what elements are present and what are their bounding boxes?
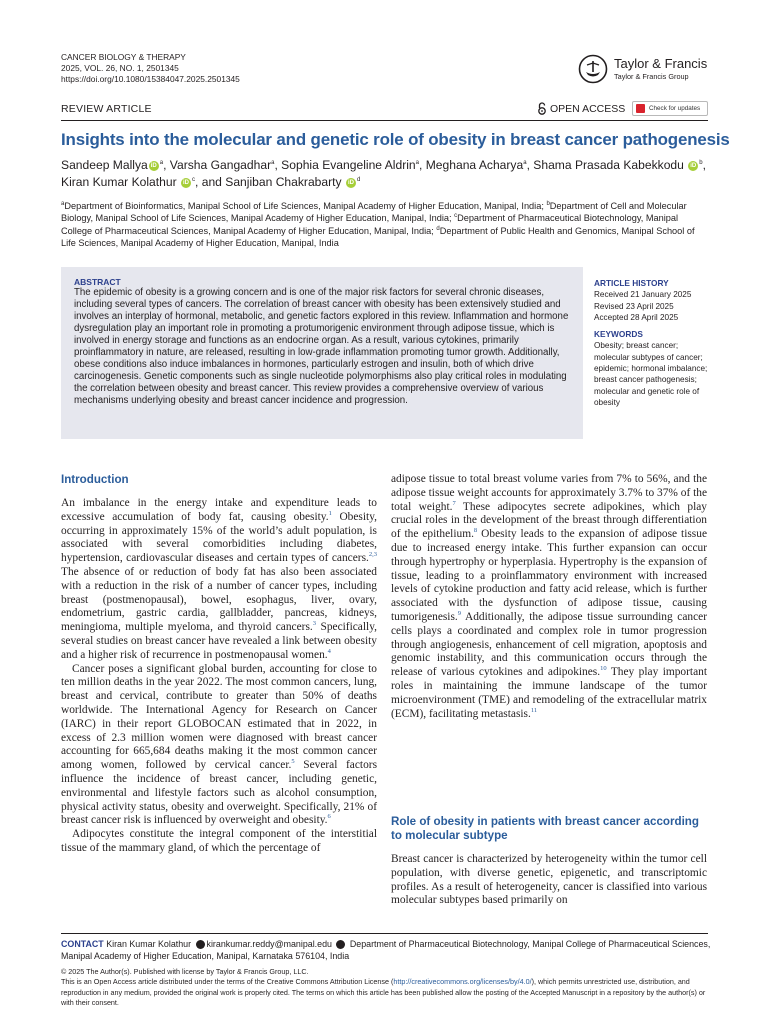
publisher-name: Taylor & Francis xyxy=(614,56,708,71)
contact-name: Kiran Kumar Kolathur xyxy=(103,939,194,949)
right-column xyxy=(391,473,707,721)
affiliation-mark: c xyxy=(454,213,458,220)
journal-name: CANCER BIOLOGY & THERAPY xyxy=(61,52,186,62)
history-heading: ARTICLE HISTORY xyxy=(594,278,669,288)
contact-email[interactable]: kirankumar.reddy@manipal.edu xyxy=(206,939,332,949)
email-icon xyxy=(196,940,205,949)
citation-link[interactable]: 3 xyxy=(312,620,316,628)
author-name[interactable]: , Varsha Gangadhar xyxy=(163,158,272,172)
author-affiliation-mark: b xyxy=(699,159,703,166)
text: adipose tissue to total breast volume varies from 7% to 56%, and the adipose tissue weight accounts for approximately 3.7% to 37% of the total weight. xyxy=(391,473,708,513)
revised-date: Revised 23 April 2025 xyxy=(594,301,674,311)
right-column-lower xyxy=(391,853,707,908)
doi-link[interactable]: https://doi.org/10.1080/15384047.2025.2501345 xyxy=(61,74,240,84)
check-updates-label: Check for updates xyxy=(649,105,701,112)
abstract-heading: ABSTRACT xyxy=(74,277,121,287)
citation-link[interactable]: 9 xyxy=(457,610,462,618)
text: Specifically, several studies on breast cancer have revealed a link between obesity and a higher risk of recurrence in postmenopausal women. xyxy=(61,621,377,661)
footer-divider xyxy=(61,933,708,934)
paragraph: Breast cancer is characterized by heterogeneity within the tumor cell population, with diverse genetic, epigenetic, and transcriptomic profiles. As a result of heterogeneity, cancer is classified into various molecular subtypes based primarily on xyxy=(391,853,707,907)
journal-volume: 2025, VOL. 26, NO. 1, 2501345 xyxy=(61,63,179,73)
left-column xyxy=(61,497,377,856)
author-affiliation-mark: a xyxy=(523,159,527,166)
citation-link[interactable]: 5 xyxy=(291,758,295,766)
author-name[interactable]: , Sophia Evangeline Aldrin xyxy=(274,158,416,172)
text: This is an Open Access article distributed under the terms of the Creative Commons Attribution License ( xyxy=(61,977,394,987)
article-history xyxy=(594,278,714,408)
introduction-heading: Introduction xyxy=(61,473,129,486)
license-info xyxy=(61,967,711,1008)
affiliation-mark: b xyxy=(546,200,550,207)
author-affiliation-mark: a xyxy=(159,159,164,166)
affiliation-d: Department of Public Health and Genomics, Manipal School of Life Sciences, Manipal Academy of Higher Education, Manipal, India xyxy=(61,225,695,249)
paragraph xyxy=(61,497,377,663)
text: The absence of or reduction of body fat has also been associated with a reduction in the risk of a number of cancer types, including breast (postmenopausal), bowel, esophagus, liver, ovary, endometrium, gastric cardia, gallbladder, pancreas, kidneys, meningioma, multiple myeloma, and thyroid cancers. xyxy=(61,565,377,634)
contact-label: CONTACT xyxy=(61,939,104,949)
contact-address: Department of Pharmaceutical Biotechnology, Manipal College of Pharmaceutical Sciences, Manipal Academy of Higher Education, Manipal, Karnataka 576104, India xyxy=(61,939,711,961)
author-affiliation-mark: d xyxy=(356,176,361,183)
abstract-box xyxy=(61,267,583,439)
author-name[interactable]: , and Sanjiban Chakrabarty xyxy=(195,175,342,189)
author-name[interactable]: , Meghana Acharya xyxy=(419,158,524,172)
text: An imbalance in the energy intake and expenditure leads to excessive accumulation of body fat, causing obesity. xyxy=(61,497,377,523)
abstract-text: The epidemic of obesity is a growing concern and is one of the major risk factors for several chronic diseases, including several types of cancers. The correlation of breast cancer with obesity has been extensively studied and involves an interplay of hormonal, metabolic, and genetic factors explored in this review. Inflammation and hormone dysregulation play an important role in promoting a protumorigenic environment through adipose tissue, which is involved in energy storage and functions as an endocrine organ. As a result, various cytokines, primarily proinflammatory in nature, are released, resulting in low-grade inflammation promoting tumor growth. Additionally, obese conditions also induce imbalances in hormones, particularly estrogen and insulin, both of which drive carcinogenesis. Genetic components such as single nucleotide polymorphisms also play critical roles in modulating the correlation between obesity and breast cancer. This review provides a comprehensive overview of various mechanisms underlying obesity and breast cancer incidence and progression. xyxy=(74,287,569,406)
citation-link[interactable]: 1 xyxy=(328,510,332,517)
author-affiliation-mark: c xyxy=(192,176,195,183)
affiliation-mark: a xyxy=(61,200,65,207)
address-icon xyxy=(336,940,345,949)
citation-link[interactable]: 11 xyxy=(530,706,538,714)
author-name[interactable]: , Kiran Kumar Kolathur xyxy=(61,158,706,189)
text: Additionally, the adipose tissue surrounding cancer cells plays a coordinated and complex role in tumor progression through angiogenesis, enhancement of cell migration, apoptosis and genomic instability, and this communication occurs through the release of various cytokines and adipokines. xyxy=(391,610,707,679)
crossmark-icon xyxy=(636,104,645,113)
text: Obesity leads to the expansion of adipose tissue due to increased energy intake. This further expansion can occur through hypertrophy or hyperplasia. Hypertrophy is the expansion of tissue, leading to a proinflammatory environment with increased levels of cytokine production and fatty acid release, which is further associated with the dysfunction of adipose tissue, causing tumorigenesis. xyxy=(391,528,707,623)
citation-link[interactable]: 6 xyxy=(327,813,331,821)
affiliations xyxy=(61,200,711,250)
text: ), which permits unrestricted use, distribution, and reproduction in any medium, provided the original work is properly cited. The terms on which this article has been published allow the posting of the Accepted Manuscript in a repository by the author(s) or with their consent. xyxy=(61,977,706,1007)
affiliation-mark: d xyxy=(436,225,440,232)
author-list xyxy=(61,157,721,191)
author-name[interactable]: , Shama Prasada Kabekkodu xyxy=(526,158,684,172)
text: Cancer poses a significant global burden, accounting for close to ten million deaths in the year 2022. The most common cancers, lung, breast and cervical, contribute to greater than 50% of deaths worldwide. The International Agency for Research on Cancer (IARC) in their report GLOBOCAN estimated that in 2022, in excess of 2.3 million women were diagnosed with breast cancer accounting for 665,684 deaths making it the most common cancer among women, followed by cervical cancer. xyxy=(61,662,377,772)
affiliation-b: Department of Cell and Molecular Biology, Manipal School of Life Sciences, Manipal Academy of Higher Education, Manipal, India; xyxy=(61,201,687,224)
paragraph xyxy=(391,473,707,721)
contact-info xyxy=(61,938,711,962)
citation-link[interactable]: 2,3 xyxy=(368,551,377,559)
received-date: Received 21 January 2025 xyxy=(594,290,692,300)
paragraph xyxy=(61,828,377,856)
orcid-icon[interactable]: iD xyxy=(690,162,697,169)
license-text xyxy=(61,977,711,1008)
check-updates-button[interactable] xyxy=(632,101,708,116)
section-heading: Role of obesity in patients with breast cancer according to molecular subtype xyxy=(391,815,699,842)
license-link[interactable]: http://creativecommons.org/licenses/by/4.0/ xyxy=(393,977,532,987)
copyright: © 2025 The Author(s). Published with license by Taylor & Francis Group, LLC. xyxy=(61,967,309,976)
paragraph xyxy=(61,663,377,829)
keywords-heading: KEYWORDS xyxy=(594,329,643,340)
citation-link[interactable]: 8 xyxy=(473,527,478,535)
publisher-emblem-icon xyxy=(578,54,608,84)
orcid-icon[interactable]: iD xyxy=(347,179,354,186)
open-lock-icon xyxy=(537,102,547,115)
text: Adipocytes constitute the integral component of the interstitial tissue of the mammary gland, of which the percentage of xyxy=(61,828,377,854)
citation-link[interactable]: 10 xyxy=(600,665,607,673)
affiliation-a: Department of Bioinformatics, Manipal School of Life Sciences, Manipal Academy of Higher Education, Manipal, India; xyxy=(64,201,547,211)
author-affiliation-mark: a xyxy=(415,159,419,166)
article-type: REVIEW ARTICLE xyxy=(61,103,152,115)
author-affiliation-mark: a xyxy=(271,159,275,166)
text: Obesity, occurring in approximately 15% of the world’s adult population, is associated with several comorbidities including diabetes, hypertension, cardiovascular diseases and certain types of cancers. xyxy=(61,510,377,565)
header-divider xyxy=(61,120,708,121)
journal-info xyxy=(61,52,240,85)
text: These adipocytes secrete adipokines, which play crucial roles in the development of the breast through differentiation of the epithelium. xyxy=(391,500,707,541)
publisher-logo[interactable] xyxy=(578,52,718,86)
publisher-group: Taylor & Francis Group xyxy=(614,72,689,81)
text: Several factors influence the incidence of breast cancer, including genetic, environmental and lifestyle factors such as alcohol consumption, physical activity status, obesity and overweight. Specifically, 21% of breast cancer risk is influenced by overweight and obesity. xyxy=(61,759,377,827)
open-access-badge xyxy=(537,102,625,115)
open-access-label: OPEN ACCESS xyxy=(550,102,626,115)
author-name[interactable]: Sandeep Mallya xyxy=(61,158,148,172)
article-title: Insights into the molecular and genetic role of obesity in breast cancer pathogenesis xyxy=(61,130,730,149)
citation-link[interactable]: 4 xyxy=(327,647,331,655)
citation-link[interactable]: 7 xyxy=(452,499,456,507)
affiliation-c: Department of Pharmaceutical Biotechnology, Manipal College of Pharmaceutical Sciences, Manipal Academy of Higher Education, Manipal, India; xyxy=(61,213,679,236)
orcid-icon[interactable]: iD xyxy=(150,162,157,169)
accepted-date: Accepted 28 April 2025 xyxy=(594,312,679,322)
text: They play important roles in maintaining the immune landscape of the tumor microenvironment (TME) and remodeling of the extracellular matrix (ECM), facilitating metastasis. xyxy=(391,666,707,720)
keywords-list: Obesity; breast cancer; molecular subtypes of cancer; epidemic; hormonal imbalance; breast cancer pathogenesis; molecular and genetic role of obesity xyxy=(594,341,708,407)
orcid-icon[interactable]: iD xyxy=(183,179,189,186)
